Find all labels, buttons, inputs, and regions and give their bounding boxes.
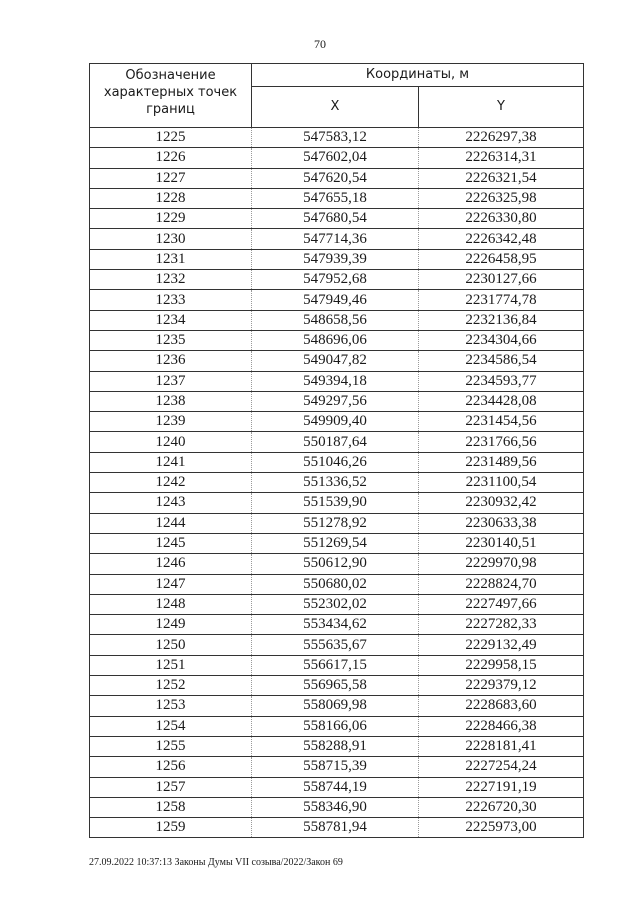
table-row bbox=[90, 391, 584, 411]
y-cell: 2228466,38 bbox=[419, 716, 584, 736]
x-cell: 551046,26 bbox=[252, 452, 419, 472]
y-cell: 2227254,24 bbox=[419, 757, 584, 777]
table-row bbox=[90, 452, 584, 472]
y-cell: 2228683,60 bbox=[419, 696, 584, 716]
x-cell: 551539,90 bbox=[252, 493, 419, 513]
y-cell: 2231454,56 bbox=[419, 412, 584, 432]
table-row bbox=[90, 148, 584, 168]
point-cell: 1240 bbox=[90, 432, 252, 452]
table-row bbox=[90, 797, 584, 817]
table-row bbox=[90, 777, 584, 797]
x-cell: 553434,62 bbox=[252, 615, 419, 635]
y-cell: 2229958,15 bbox=[419, 655, 584, 675]
y-cell: 2226342,48 bbox=[419, 229, 584, 249]
x-cell: 549909,40 bbox=[252, 412, 419, 432]
x-cell: 550680,02 bbox=[252, 574, 419, 594]
x-cell: 558166,06 bbox=[252, 716, 419, 736]
y-column-header: Y bbox=[419, 86, 584, 127]
document-footer: 27.09.2022 10:37:13 Законы Думы VII созыва/2022/Закон 69 bbox=[89, 857, 343, 868]
y-cell: 2226321,54 bbox=[419, 168, 584, 188]
y-cell: 2234428,08 bbox=[419, 391, 584, 411]
y-cell: 2228824,70 bbox=[419, 574, 584, 594]
point-cell: 1250 bbox=[90, 635, 252, 655]
point-cell: 1247 bbox=[90, 574, 252, 594]
x-cell: 547583,12 bbox=[252, 128, 419, 148]
x-cell: 551278,92 bbox=[252, 513, 419, 533]
table-row bbox=[90, 432, 584, 452]
y-cell: 2229379,12 bbox=[419, 676, 584, 696]
table-row bbox=[90, 412, 584, 432]
x-cell: 547939,39 bbox=[252, 249, 419, 269]
table-row bbox=[90, 229, 584, 249]
x-cell: 558288,91 bbox=[252, 736, 419, 756]
x-cell: 558744,19 bbox=[252, 777, 419, 797]
table-row bbox=[90, 290, 584, 310]
x-cell: 549297,56 bbox=[252, 391, 419, 411]
point-cell: 1255 bbox=[90, 736, 252, 756]
y-cell: 2230633,38 bbox=[419, 513, 584, 533]
x-cell: 547714,36 bbox=[252, 229, 419, 249]
coordinates-header: Координаты, м bbox=[252, 64, 584, 87]
x-cell: 558781,94 bbox=[252, 818, 419, 838]
point-cell: 1237 bbox=[90, 371, 252, 391]
table-row bbox=[90, 594, 584, 614]
y-cell: 2225973,00 bbox=[419, 818, 584, 838]
x-cell: 549394,18 bbox=[252, 371, 419, 391]
table-row bbox=[90, 209, 584, 229]
table-row bbox=[90, 371, 584, 391]
point-cell: 1243 bbox=[90, 493, 252, 513]
x-cell: 551336,52 bbox=[252, 473, 419, 493]
point-cell: 1232 bbox=[90, 270, 252, 290]
point-cell: 1246 bbox=[90, 554, 252, 574]
point-column-header: Обозначение характерных точек границ bbox=[90, 64, 252, 128]
y-cell: 2231489,56 bbox=[419, 452, 584, 472]
y-cell: 2226720,30 bbox=[419, 797, 584, 817]
y-cell: 2226458,95 bbox=[419, 249, 584, 269]
y-cell: 2234304,66 bbox=[419, 330, 584, 350]
table-row bbox=[90, 330, 584, 350]
y-cell: 2226330,80 bbox=[419, 209, 584, 229]
table-row bbox=[90, 615, 584, 635]
y-cell: 2226325,98 bbox=[419, 188, 584, 208]
table-row bbox=[90, 168, 584, 188]
point-cell: 1245 bbox=[90, 533, 252, 553]
x-cell: 547680,54 bbox=[252, 209, 419, 229]
x-cell: 547602,04 bbox=[252, 148, 419, 168]
table-row bbox=[90, 757, 584, 777]
x-cell: 548696,06 bbox=[252, 330, 419, 350]
x-cell: 556617,15 bbox=[252, 655, 419, 675]
x-cell: 548658,56 bbox=[252, 310, 419, 330]
table-row bbox=[90, 473, 584, 493]
x-cell: 550187,64 bbox=[252, 432, 419, 452]
y-cell: 2231774,78 bbox=[419, 290, 584, 310]
point-cell: 1242 bbox=[90, 473, 252, 493]
y-cell: 2230127,66 bbox=[419, 270, 584, 290]
point-cell: 1234 bbox=[90, 310, 252, 330]
table-row bbox=[90, 128, 584, 148]
point-cell: 1259 bbox=[90, 818, 252, 838]
table-row bbox=[90, 513, 584, 533]
y-cell: 2228181,41 bbox=[419, 736, 584, 756]
x-cell: 550612,90 bbox=[252, 554, 419, 574]
x-cell: 556965,58 bbox=[252, 676, 419, 696]
y-cell: 2227191,19 bbox=[419, 777, 584, 797]
y-cell: 2231766,56 bbox=[419, 432, 584, 452]
table-row bbox=[90, 188, 584, 208]
x-cell: 547655,18 bbox=[252, 188, 419, 208]
point-cell: 1229 bbox=[90, 209, 252, 229]
point-cell: 1233 bbox=[90, 290, 252, 310]
y-cell: 2234586,54 bbox=[419, 351, 584, 371]
y-cell: 2226297,38 bbox=[419, 128, 584, 148]
y-cell: 2229970,98 bbox=[419, 554, 584, 574]
y-cell: 2231100,54 bbox=[419, 473, 584, 493]
table-row bbox=[90, 736, 584, 756]
page-number: 70 bbox=[314, 37, 326, 51]
y-cell: 2230140,51 bbox=[419, 533, 584, 553]
point-cell: 1252 bbox=[90, 676, 252, 696]
table-row bbox=[90, 351, 584, 371]
point-cell: 1251 bbox=[90, 655, 252, 675]
y-cell: 2229132,49 bbox=[419, 635, 584, 655]
point-cell: 1241 bbox=[90, 452, 252, 472]
coordinates-table bbox=[89, 63, 584, 838]
y-cell: 2226314,31 bbox=[419, 148, 584, 168]
point-cell: 1231 bbox=[90, 249, 252, 269]
point-cell: 1228 bbox=[90, 188, 252, 208]
point-cell: 1236 bbox=[90, 351, 252, 371]
point-cell: 1226 bbox=[90, 148, 252, 168]
table-row bbox=[90, 635, 584, 655]
table-row bbox=[90, 310, 584, 330]
table-row bbox=[90, 655, 584, 675]
point-cell: 1249 bbox=[90, 615, 252, 635]
x-cell: 549047,82 bbox=[252, 351, 419, 371]
table-row bbox=[90, 533, 584, 553]
x-cell: 547620,54 bbox=[252, 168, 419, 188]
y-cell: 2232136,84 bbox=[419, 310, 584, 330]
point-cell: 1248 bbox=[90, 594, 252, 614]
y-cell: 2230932,42 bbox=[419, 493, 584, 513]
table-row bbox=[90, 574, 584, 594]
x-cell: 558069,98 bbox=[252, 696, 419, 716]
point-cell: 1258 bbox=[90, 797, 252, 817]
point-cell: 1230 bbox=[90, 229, 252, 249]
x-cell: 552302,02 bbox=[252, 594, 419, 614]
point-cell: 1256 bbox=[90, 757, 252, 777]
point-cell: 1225 bbox=[90, 128, 252, 148]
table-body bbox=[90, 128, 584, 838]
y-cell: 2234593,77 bbox=[419, 371, 584, 391]
point-cell: 1235 bbox=[90, 330, 252, 350]
table-row bbox=[90, 554, 584, 574]
point-cell: 1239 bbox=[90, 412, 252, 432]
x-cell: 558346,90 bbox=[252, 797, 419, 817]
x-cell: 551269,54 bbox=[252, 533, 419, 553]
point-cell: 1253 bbox=[90, 696, 252, 716]
table-row bbox=[90, 493, 584, 513]
x-cell: 555635,67 bbox=[252, 635, 419, 655]
point-cell: 1238 bbox=[90, 391, 252, 411]
table-row bbox=[90, 249, 584, 269]
table-row bbox=[90, 676, 584, 696]
table-row bbox=[90, 696, 584, 716]
table-row bbox=[90, 818, 584, 838]
y-cell: 2227497,66 bbox=[419, 594, 584, 614]
point-cell: 1254 bbox=[90, 716, 252, 736]
point-cell: 1244 bbox=[90, 513, 252, 533]
x-column-header: X bbox=[252, 86, 419, 127]
point-cell: 1227 bbox=[90, 168, 252, 188]
point-cell: 1257 bbox=[90, 777, 252, 797]
y-cell: 2227282,33 bbox=[419, 615, 584, 635]
table-row bbox=[90, 716, 584, 736]
x-cell: 547952,68 bbox=[252, 270, 419, 290]
x-cell: 547949,46 bbox=[252, 290, 419, 310]
x-cell: 558715,39 bbox=[252, 757, 419, 777]
table-row bbox=[90, 270, 584, 290]
